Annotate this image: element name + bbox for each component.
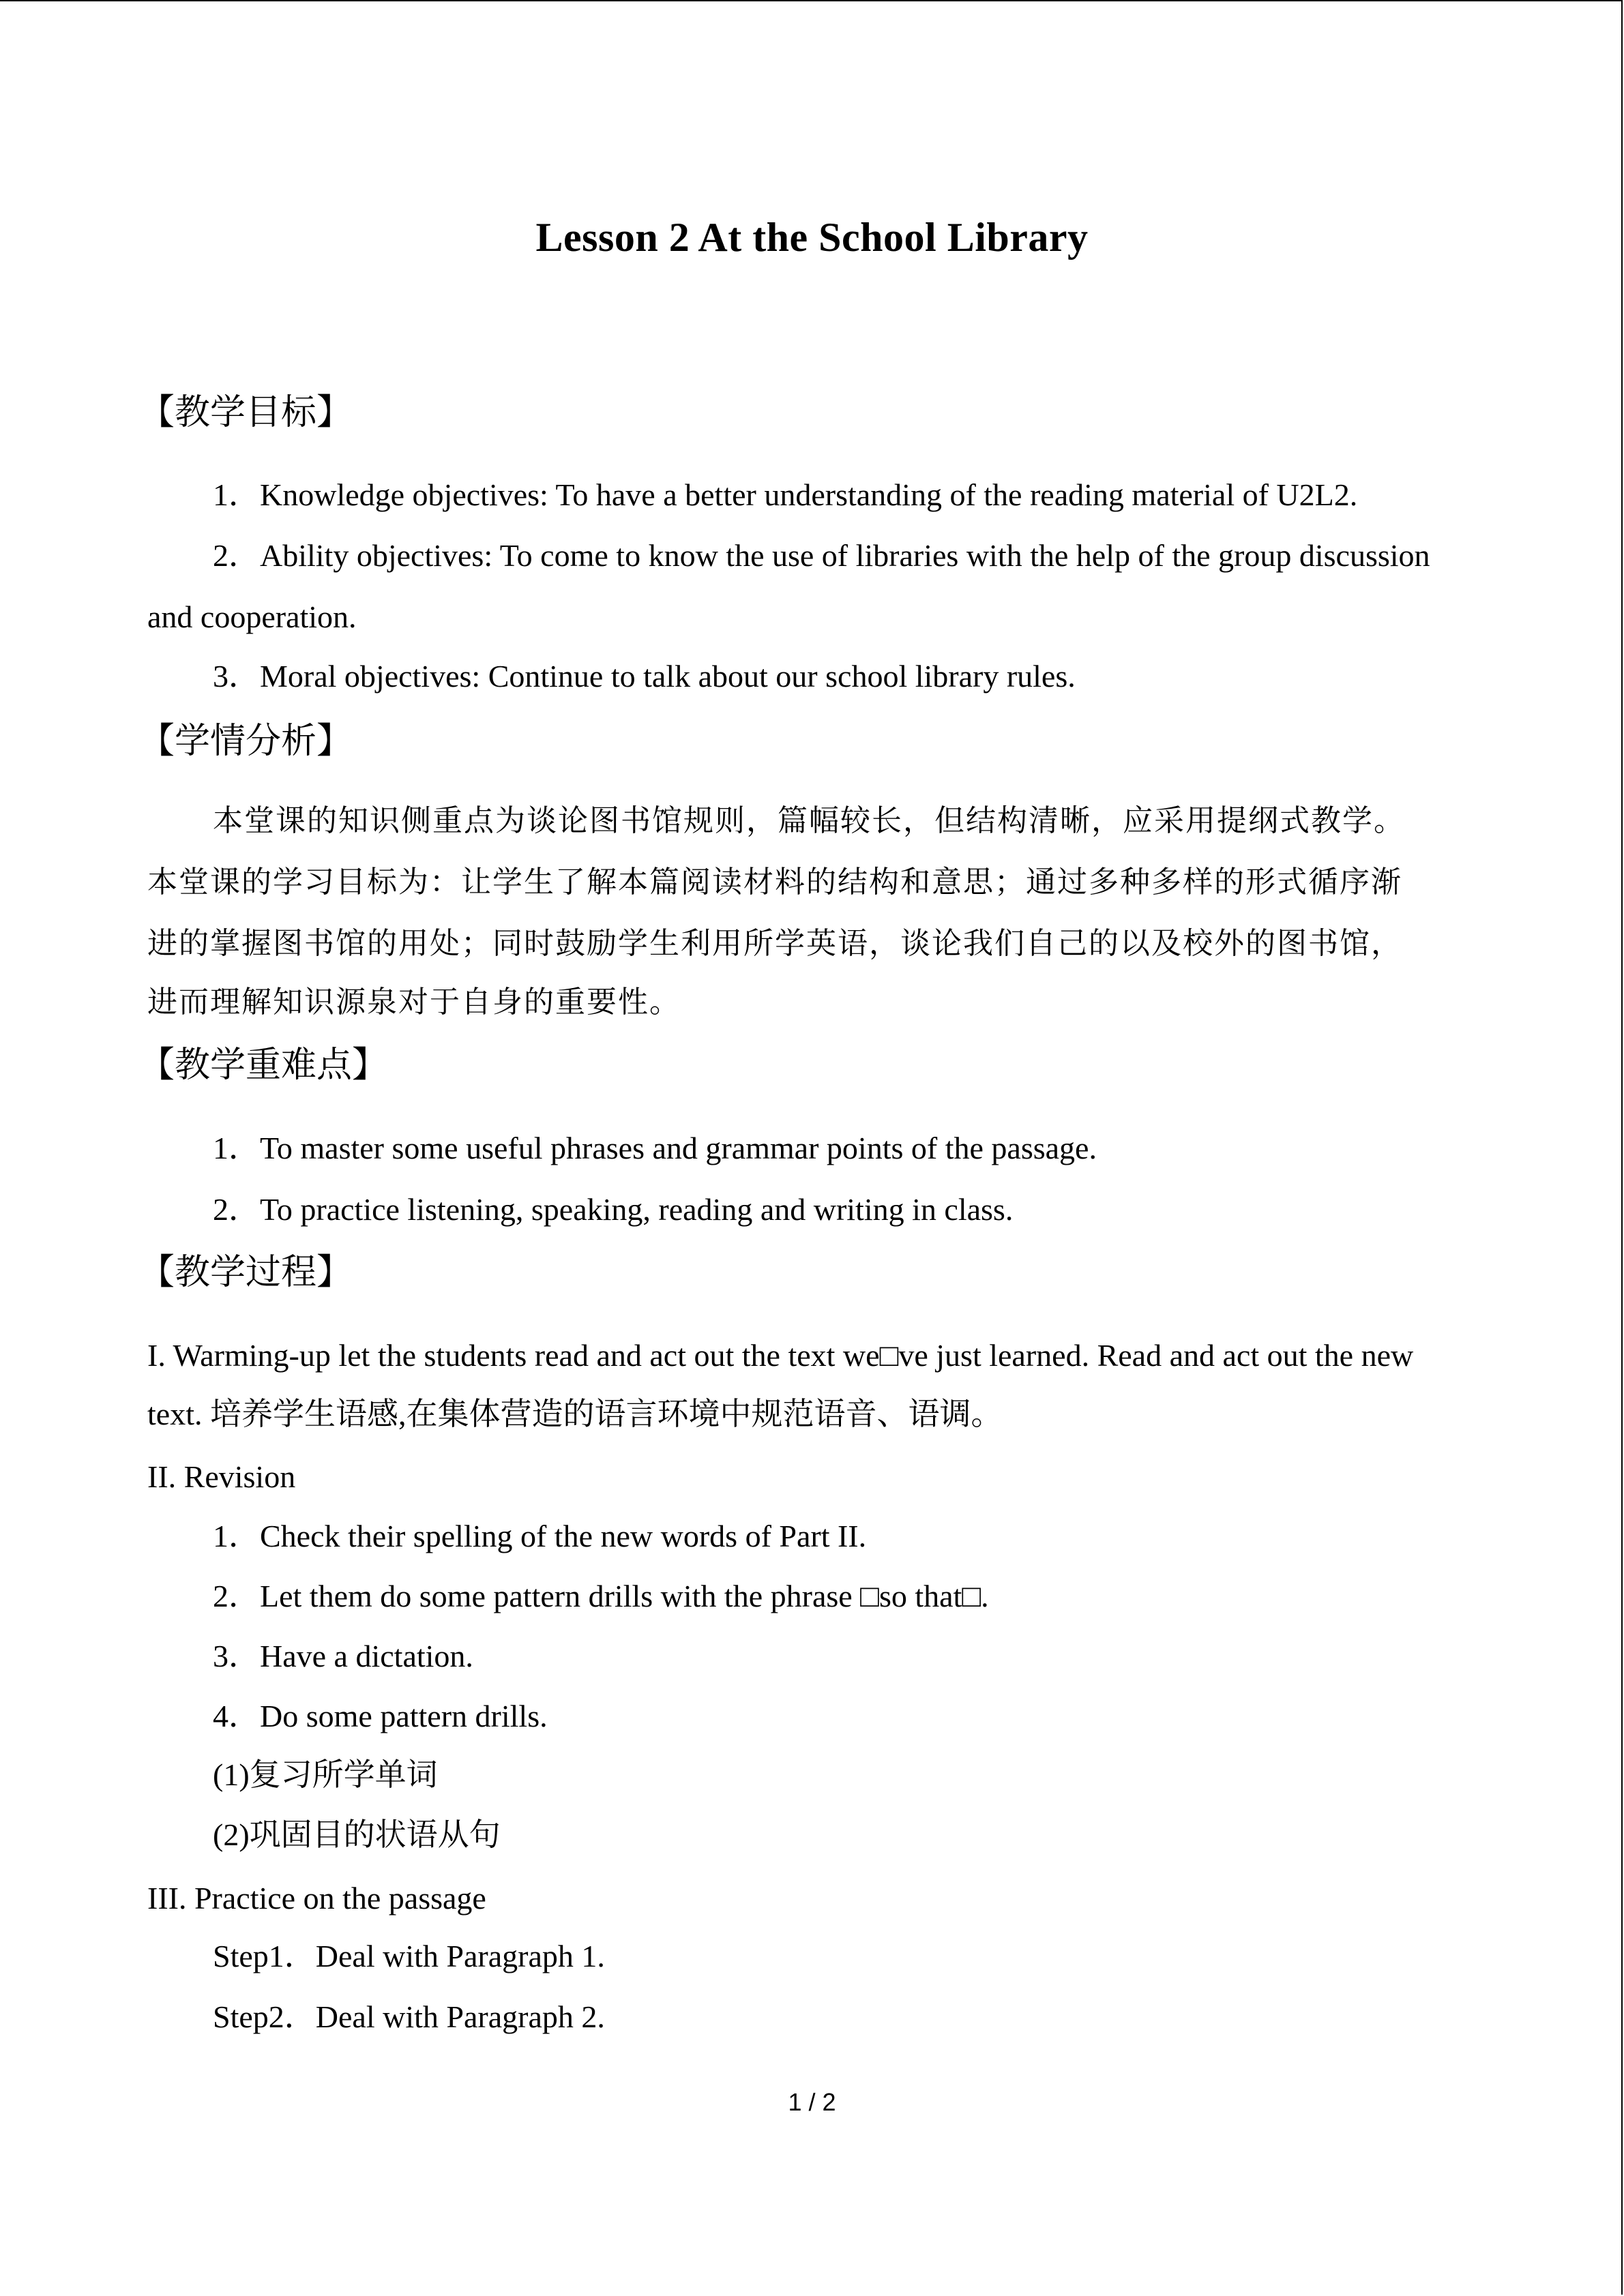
analysis-line: 本堂课的学习目标为：让学生了解本篇阅读材料的结构和意思；通过多种多样的形式循序渐 (147, 865, 1402, 899)
heading-process: 【教学过程】 (139, 1252, 353, 1293)
practice-step: Step2．Deal with Paragraph 2. (213, 1999, 605, 2034)
objective-item: 3．Moral objectives: Continue to talk about our school library rules. (213, 659, 1076, 694)
revision-item: 4．Do some pattern drills. (213, 1699, 548, 1733)
objective-item-continuation: and cooperation. (147, 599, 357, 634)
analysis-line: 本堂课的知识侧重点为谈论图书馆规则，篇幅较长，但结构清晰，应采用提纲式教学。 (213, 803, 1405, 838)
revision-item: 3．Have a dictation. (213, 1639, 473, 1673)
revision-subitem: (2)巩固目的状语从句 (213, 1817, 501, 1852)
analysis-line: 进的掌握图书馆的用处；同时鼓励学生利用所学英语，谈论我们自己的以及校外的图书馆， (147, 926, 1402, 961)
practice-step: Step1．Deal with Paragraph 1. (213, 1939, 605, 1973)
analysis-line: 进而理解知识源泉对于自身的重要性。 (147, 985, 681, 1019)
page-indicator: 1 / 2 (788, 2088, 836, 2116)
warmup-line: I. Warming-up let the students read and act out the text we□ve just learned. Read and act out the new (147, 1338, 1414, 1373)
heading-key-points: 【教学重难点】 (139, 1045, 388, 1086)
document-title: Lesson 2 At the School Library (535, 215, 1089, 260)
practice-heading: III. Practice on the passage (147, 1881, 486, 1915)
key-point-item: 1．To master some useful phrases and grammar points of the passage. (213, 1131, 1097, 1165)
heading-objectives: 【教学目标】 (139, 392, 353, 433)
revision-subitem: (1)复习所学单词 (213, 1757, 438, 1792)
revision-item: 1．Check their spelling of the new words of Part II. (213, 1519, 867, 1553)
revision-item: 2．Let them do some pattern drills with the phrase □so that□. (213, 1579, 989, 1613)
revision-heading: II. Revision (147, 1459, 296, 1494)
objective-item: 1．Knowledge objectives: To have a better understanding of the reading material of U2L2. (213, 477, 1358, 512)
objective-item: 2．Ability objectives: To come to know the use of libraries with the help of the group discussion (213, 538, 1430, 573)
warmup-line: text. 培养学生语感,在集体营造的语言环境中规范语音、语调。 (147, 1397, 1003, 1431)
heading-analysis: 【学情分析】 (139, 721, 353, 762)
key-point-item: 2．To practice listening, speaking, reading and writing in class. (213, 1192, 1014, 1227)
